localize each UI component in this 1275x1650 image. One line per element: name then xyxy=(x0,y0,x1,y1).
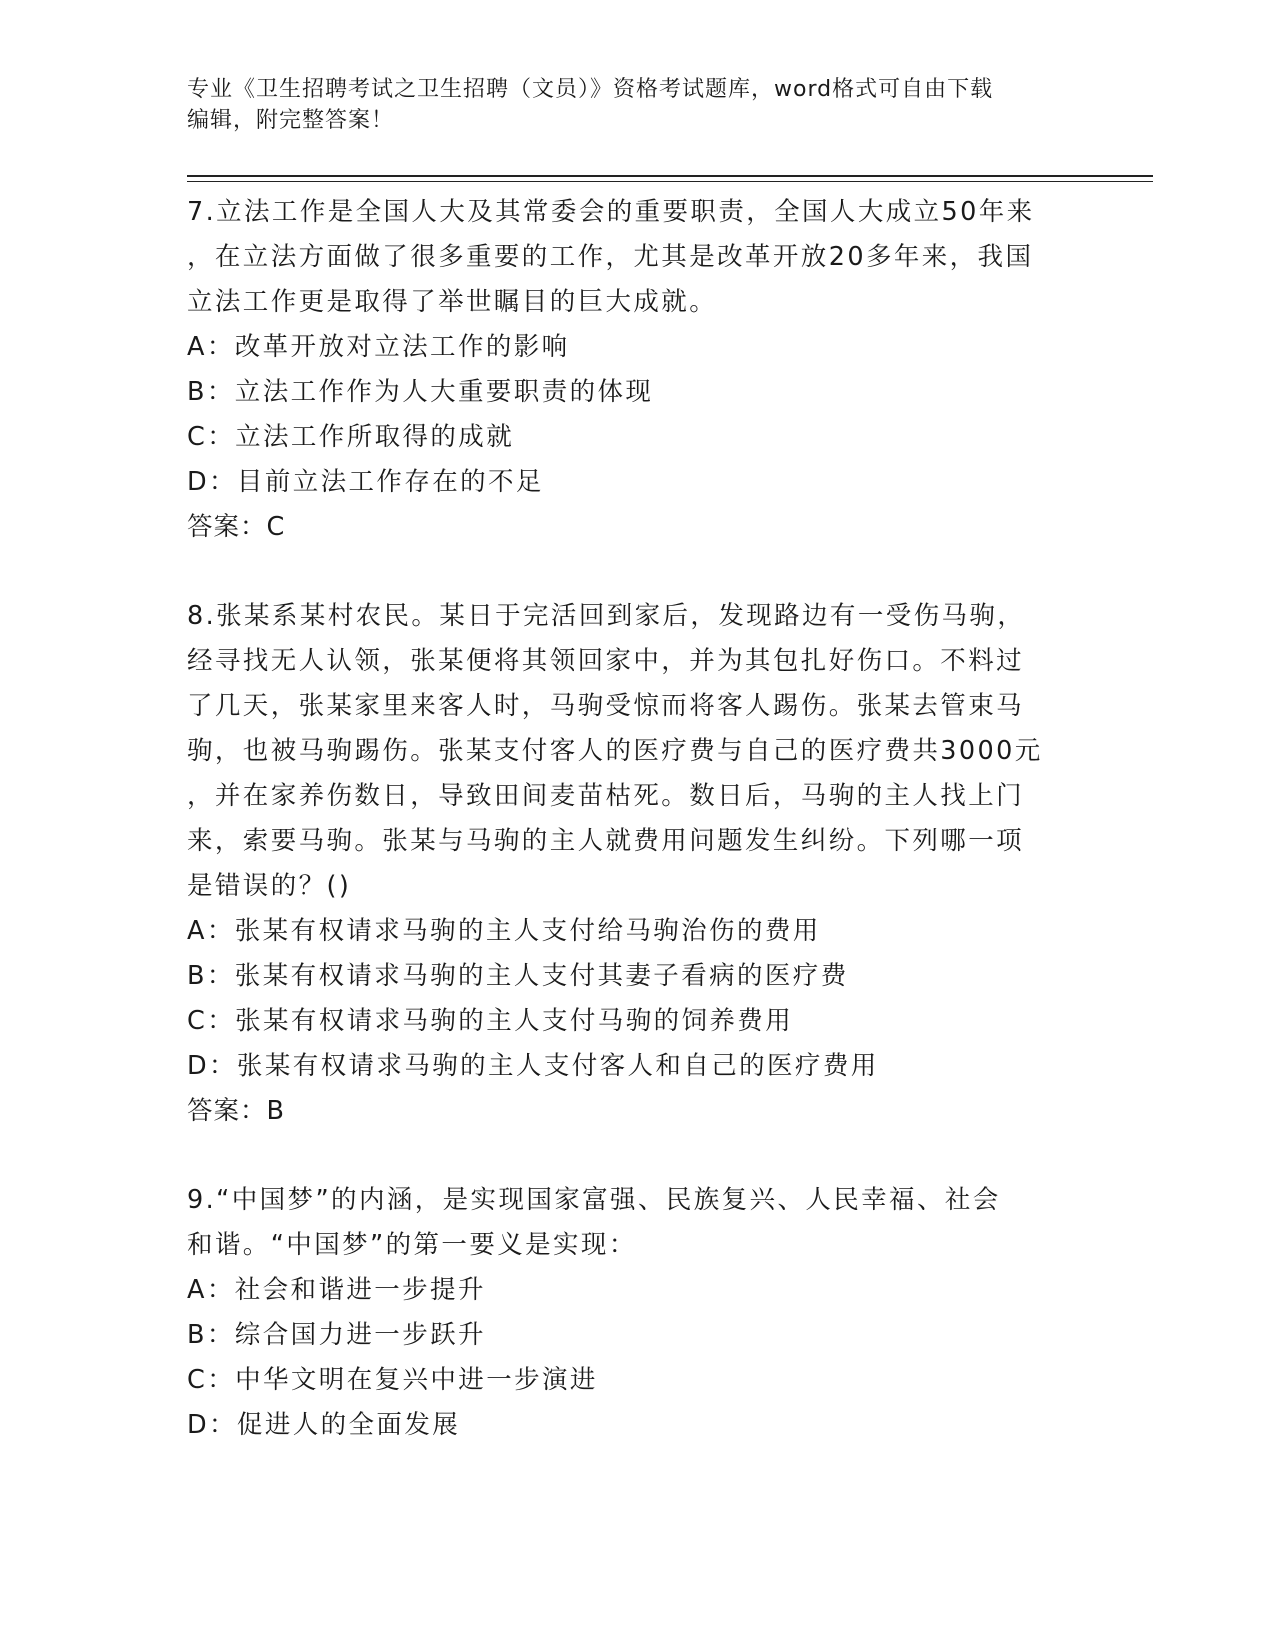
answer-label: 答案：B xyxy=(187,1096,285,1126)
question-8 xyxy=(187,594,1067,1134)
option-d: D：张某有权请求马驹的主人支付客人和自己的医疗费用 xyxy=(187,1051,879,1081)
document-header xyxy=(187,74,1067,136)
question-stem-line: ，并在家养伤数日，导致田间麦苗枯死。数日后，马驹的主人找上门 xyxy=(187,781,1025,811)
option-a: A：社会和谐进一步提升 xyxy=(187,1275,486,1305)
question-9 xyxy=(187,1178,1067,1448)
spacer xyxy=(187,550,1067,594)
question-stem-line: 7.立法工作是全国人大及其常委会的重要职责，全国人大成立50年来 xyxy=(187,197,1035,227)
question-stem-line: 驹，也被马驹踢伤。张某支付客人的医疗费与自己的医疗费共3000元 xyxy=(187,736,1043,766)
header-divider-thin xyxy=(187,181,1153,182)
option-b: B：张某有权请求马驹的主人支付其妻子看病的医疗费 xyxy=(187,961,849,991)
question-stem-line: 了几天，张某家里来客人时，马驹受惊而将客人踢伤。张某去管束马 xyxy=(187,691,1025,721)
option-c: C：立法工作所取得的成就 xyxy=(187,422,515,452)
option-b: B：立法工作作为人大重要职责的体现 xyxy=(187,377,654,407)
header-divider-thick xyxy=(187,175,1153,177)
header-line-2: 编辑，附完整答案！ xyxy=(187,108,395,133)
option-a: A：张某有权请求马驹的主人支付给马驹治伤的费用 xyxy=(187,916,821,946)
question-stem-line: 8.张某系某村农民。某日于完活回到家后，发现路边有一受伤马驹， xyxy=(187,601,1026,631)
header-line-1: 专业《卫生招聘考试之卫生招聘（文员）》资格考试题库，word格式可自由下载 xyxy=(187,77,994,102)
option-c: C：张某有权请求马驹的主人支付马驹的饲养费用 xyxy=(187,1006,794,1036)
option-b: B：综合国力进一步跃升 xyxy=(187,1320,486,1350)
question-stem-line: 和谐。“中国梦”的第一要义是实现： xyxy=(187,1230,637,1260)
question-stem-line: 来，索要马驹。张某与马驹的主人就费用问题发生纠纷。下列哪一项 xyxy=(187,826,1025,856)
question-list xyxy=(187,190,1067,1448)
option-c: C：中华文明在复兴中进一步演进 xyxy=(187,1365,598,1395)
question-7 xyxy=(187,190,1067,550)
question-stem-line: 立法工作更是取得了举世瞩目的巨大成就。 xyxy=(187,287,718,317)
spacer xyxy=(187,1134,1067,1178)
option-a: A：改革开放对立法工作的影响 xyxy=(187,332,570,362)
answer-label: 答案：C xyxy=(187,512,286,542)
option-d: D：促进人的全面发展 xyxy=(187,1410,461,1440)
question-stem-line: ，在立法方面做了很多重要的工作，尤其是改革开放20多年来，我国 xyxy=(187,242,1034,272)
question-stem-line: 是错误的？() xyxy=(187,871,352,901)
question-stem-line: 经寻找无人认领，张某便将其领回家中，并为其包扎好伤口。不料过 xyxy=(187,646,1025,676)
question-stem-line: 9.“中国梦”的内涵，是实现国家富强、民族复兴、人民幸福、社会 xyxy=(187,1185,1001,1215)
option-d: D：目前立法工作存在的不足 xyxy=(187,467,544,497)
